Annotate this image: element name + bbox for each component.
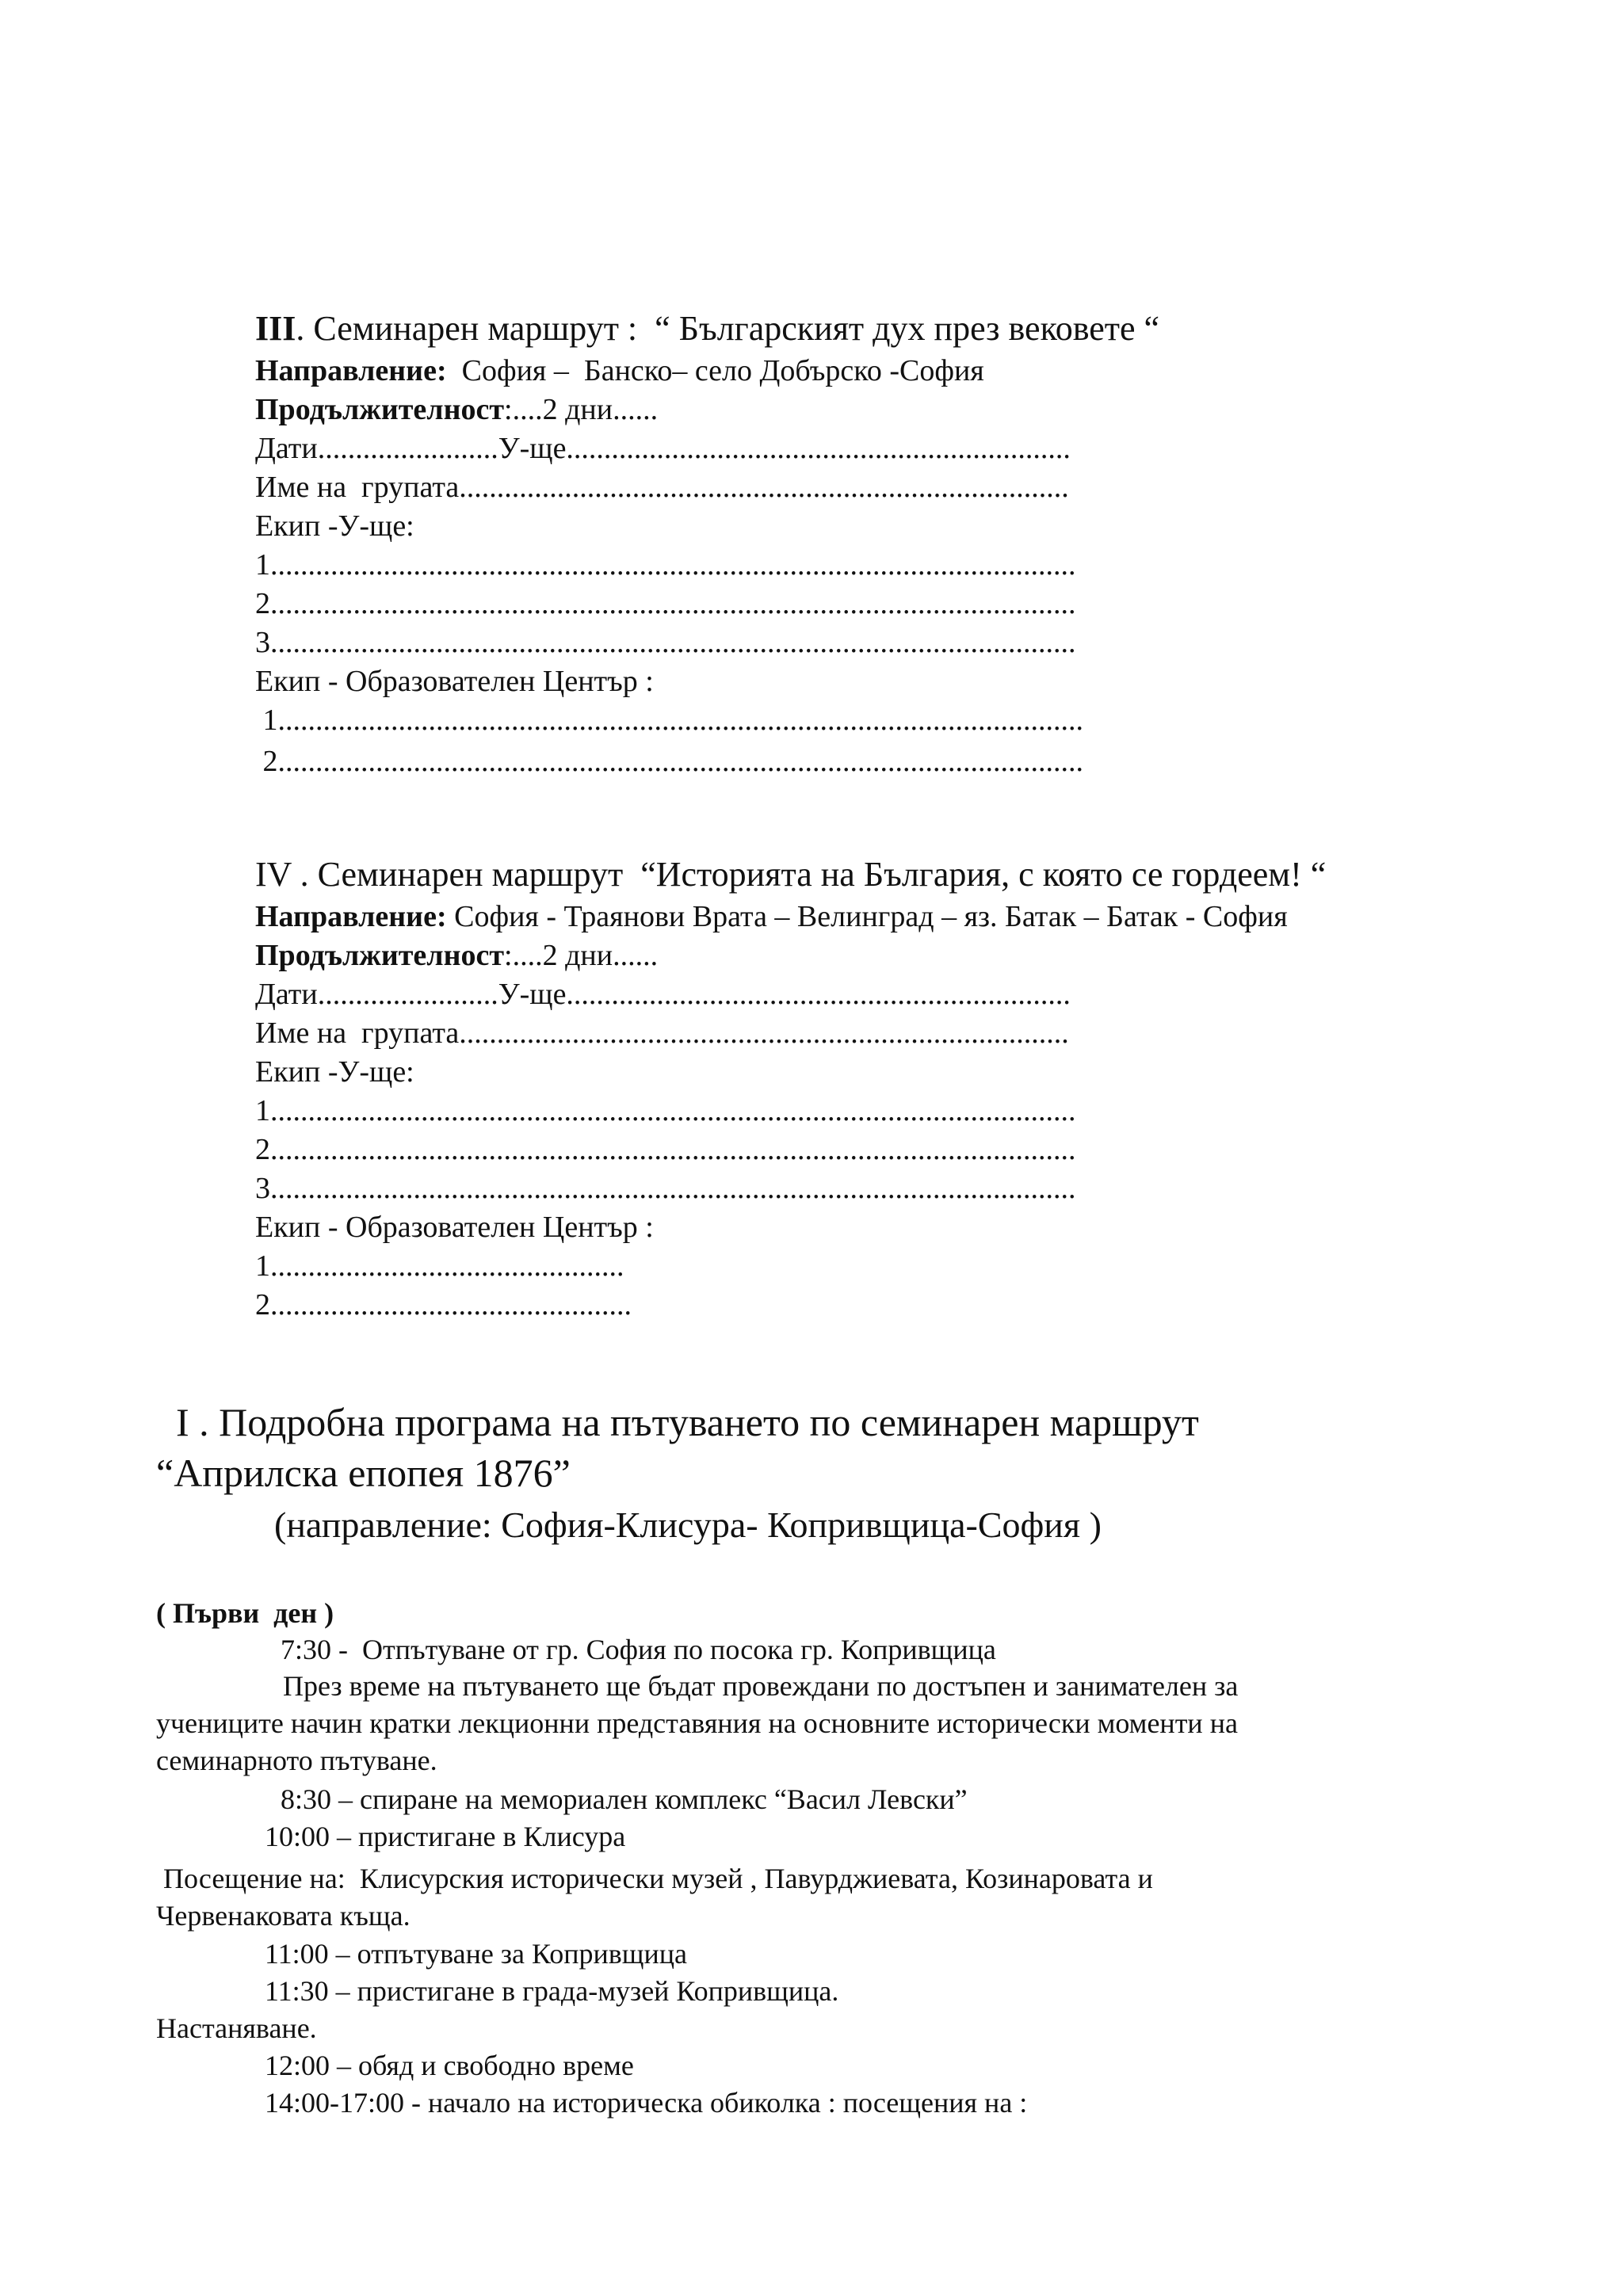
settle-text: Настаняване. — [156, 2012, 317, 2044]
program-heading-line1: I . Подробна програма на пътуването по семинарен маршрут — [176, 1400, 1199, 1444]
route4-team-school: Екип -У-ще: — [255, 1055, 414, 1089]
route3-numeral: III — [255, 309, 296, 348]
schedule-0830: 8:30 – спиране на мемориален комплекс “Васил Левски” — [281, 1783, 968, 1815]
route4-duration-value: :....2 дни...... — [504, 939, 659, 972]
program-subheading: (направление: София-Клисура- Копривщица-София ) — [274, 1505, 1102, 1545]
route3-title-text: . Семинарен маршрут : “ Българският дух през вековете “ — [296, 309, 1160, 348]
route4-team-school-2: 2........................................................................................................... — [255, 1133, 1076, 1166]
route3-direction-label: Направление: — [255, 354, 447, 387]
program-heading-line2: “Априлска епопея 1876” — [156, 1451, 571, 1495]
route4-team-school-3: 3........................................................................................................... — [255, 1172, 1076, 1205]
route4-team-center: Екип - Образователен Център : — [255, 1211, 654, 1244]
route3-title — [255, 311, 1159, 346]
route4-team-center-2: 2................................................ — [255, 1288, 632, 1322]
route3-dates: Дати........................У-ще................................................................... — [255, 432, 1071, 465]
schedule-1000: 10:00 – пристигане в Клисура — [265, 1821, 626, 1852]
visit-line1: Посещение на: Клисурския исторически музей , Павурджиевата, Козинаровата и — [156, 1863, 1153, 1894]
route4-duration — [255, 940, 658, 971]
route3-team-school-2: 2........................................................................................................... — [255, 587, 1076, 620]
day-label-text: ( Първи ден ) — [156, 1597, 334, 1629]
route4-group: Име на групата................................................................................. — [255, 1016, 1069, 1050]
route3-direction — [255, 356, 984, 386]
route4-duration-label: Продължителност — [255, 939, 505, 972]
day-label — [156, 1599, 334, 1627]
route3-duration-label: Продължителност — [255, 393, 505, 426]
route3-group: Име на групата................................................................................. — [255, 471, 1069, 504]
travel-paragraph-line3: семинарното пътуване. — [156, 1745, 437, 1776]
route4-title: IV . Семинарен маршрут “Историята на България, с която се гордеем! “ — [255, 855, 1327, 894]
visit-line2: Червенаковата къща. — [156, 1900, 411, 1932]
schedule-0730: 7:30 - Отпътуване от гр. София по посока гр. Копривщица — [281, 1634, 996, 1665]
route3-team-school: Екип -У-ще: — [255, 509, 414, 543]
route3-team-school-1: 1........................................................................................................... — [255, 548, 1076, 582]
route3-direction-value: София – Банско– село Добърско -София — [446, 354, 984, 387]
schedule-1400: 14:00-17:00 - начало на историческа обиколка : посещения на : — [265, 2087, 1028, 2119]
schedule-1200: 12:00 – обяд и свободно време — [265, 2050, 634, 2081]
schedule-1100: 11:00 – отпътуване за Копривщица — [265, 1938, 687, 1970]
schedule-1130: 11:30 – пристигане в града-музей Копривщица. — [265, 1975, 839, 2007]
route3-duration-value: :....2 дни...... — [504, 393, 659, 426]
route4-direction-label: Направление: — [255, 900, 447, 933]
travel-paragraph-line1: През време на пътуването ще бъдат провеждани по достъпен и занимателен за — [276, 1670, 1239, 1702]
route4-team-center-1: 1............................................... — [255, 1249, 624, 1283]
route4-dates: Дати........................У-ще................................................................... — [255, 978, 1071, 1011]
route4-team-school-1: 1........................................................................................................... — [255, 1094, 1076, 1127]
route4-direction-value: София - Траянови Врата – Велинград – яз. Батак – Батак - София — [446, 900, 1288, 933]
route4-direction — [255, 902, 1288, 932]
route3-team-center: Екип - Образователен Център : — [255, 665, 654, 698]
route3-duration — [255, 395, 658, 425]
travel-paragraph-line2: учениците начин кратки лекционни представяния на основните исторически моменти на — [156, 1707, 1238, 1739]
route3-team-center-2: 2........................................................................................................... — [255, 745, 1083, 778]
route3-team-center-1: 1........................................................................................................... — [255, 704, 1083, 737]
route3-team-school-3: 3........................................................................................................... — [255, 626, 1076, 659]
